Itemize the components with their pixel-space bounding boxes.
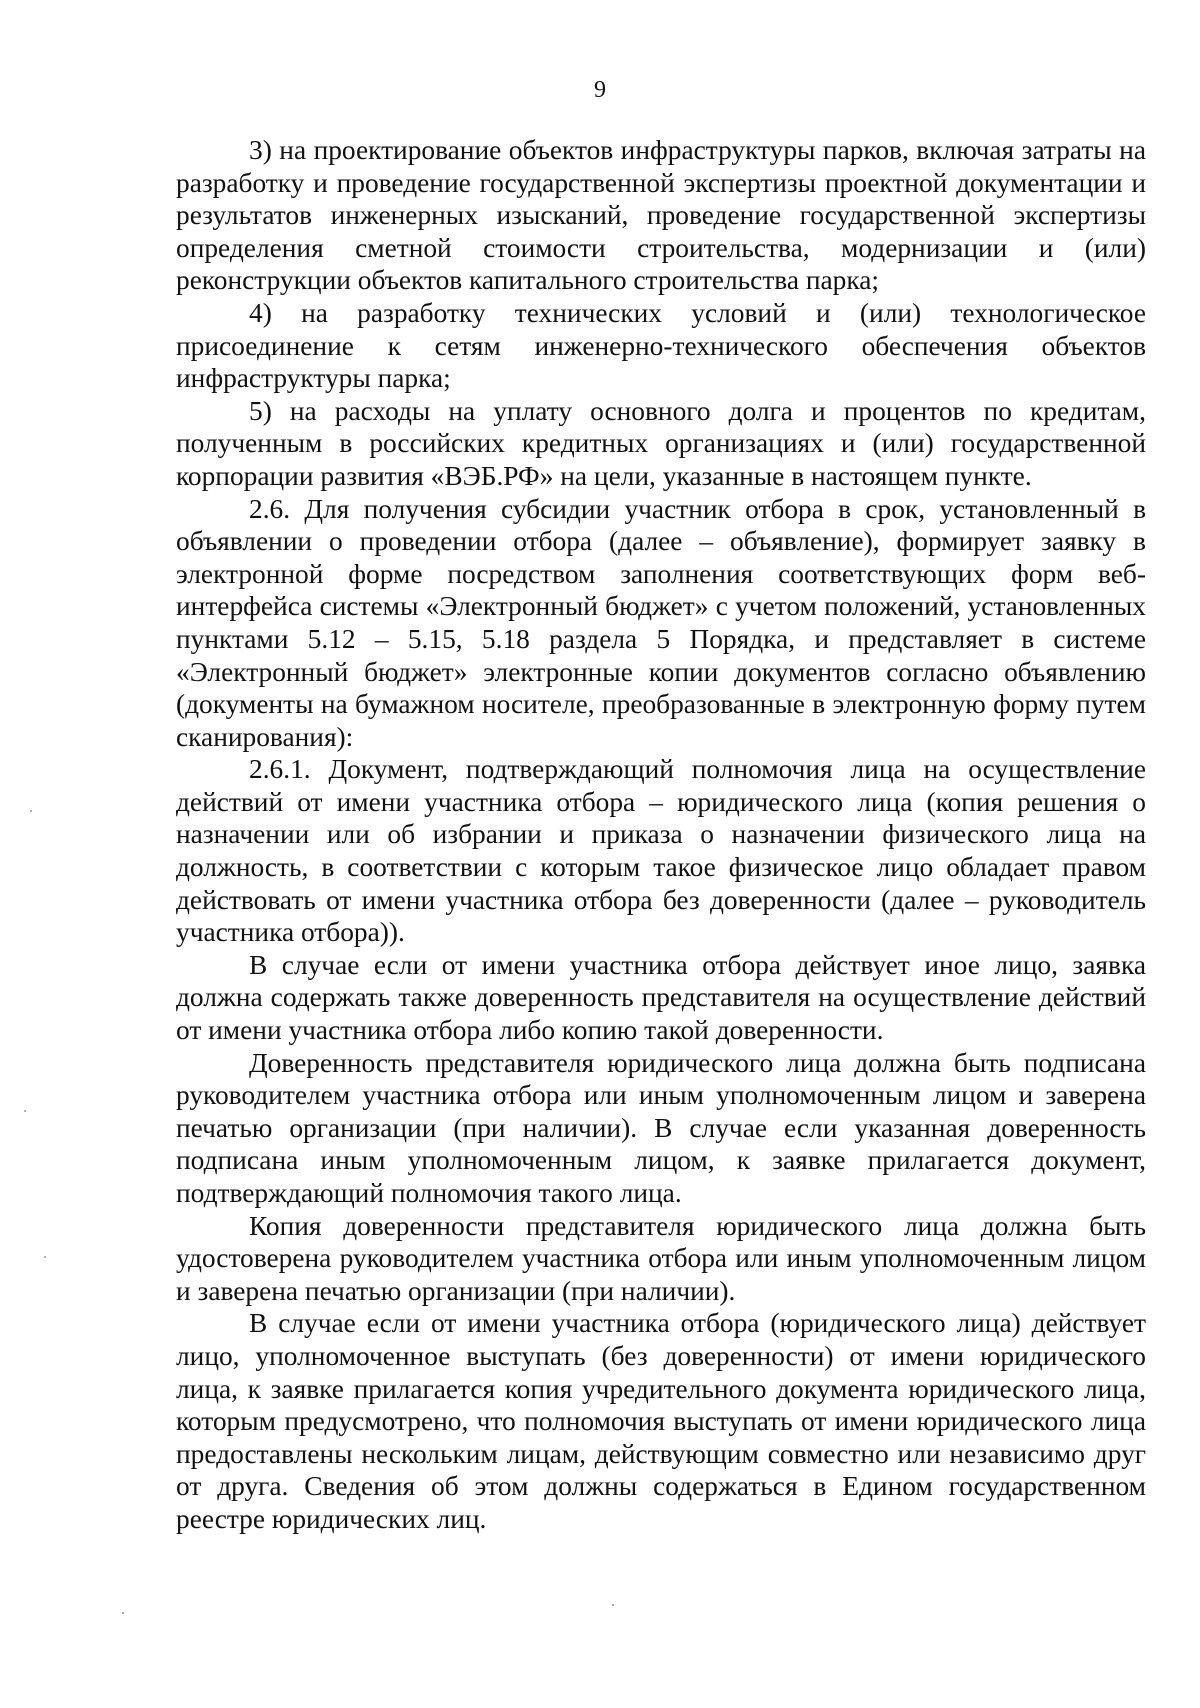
paragraph-item-5: 5) на расходы на уплату основного долга и процентов по кредитам, полученным в российских кредитных организациях и (или) государственной корпорации развития «ВЭБ.РФ» на цели, указанные в настоящем пункте.: [176, 395, 1146, 491]
scan-speck: [612, 1604, 614, 1606]
paragraph-item-4: 4) на разработку технических условий и (или) технологическое присоединение к сетям инженерно-технического обеспечения объектов инфраструктуры парка;: [176, 297, 1146, 394]
paragraph-attorney-copy: Копия доверенности представителя юридического лица должна быть удостоверена руководителем участника отбора или иным уполномоченным лицом и заверена печатью организации (при наличии).: [176, 1210, 1146, 1306]
paragraph-item-3: 3) на проектирование объектов инфраструктуры парков, включая затраты на разработку и проведение государственной экспертизы проектной документации и результатов инженерных изысканий, проведение государственной экспертизы определения сметной стоимости строительства, модернизации и (или) реконструкции объектов капитального строительства парка;: [176, 135, 1146, 296]
scan-speck: [30, 810, 32, 812]
paragraph-representative: В случае если от имени участника отбора действует иное лицо, заявка должна содержать также доверенность представителя на осуществление действий от имени участника отбора либо копию такой доверенности.: [176, 949, 1146, 1046]
scan-speck: [24, 1110, 26, 1112]
paragraph-2-6: 2.6. Для получения субсидии участник отбора в срок, установленный в объявлении о проведении отбора (далее – объявление), формирует заявку в электронной форме посредством заполнения соответствующих форм веб-интерфейса системы «Электронный бюджет» с учетом положений, установленных пунктами 5.12 – 5.15, 5.18 раздела 5 Порядка, и представляет в системе «Электронный бюджет» электронные копии документов согласно объявлению (документы на бумажном носителе, преобразованные в электронную форму путем сканирования):: [176, 493, 1146, 752]
scan-speck: [44, 1256, 46, 1258]
page-number: 9: [594, 77, 606, 103]
scan-speck: [122, 1612, 124, 1614]
paragraph-authorized-person: В случае если от имени участника отбора (юридического лица) действует лицо, уполномоченное выступать (без доверенности) от имени юридического лица, к заявке прилагается копия учредительного документа юридического лица, которым предусмотрено, что полномочия выступать от имени юридического лица предоставлены нескольким лицам, действующим совместно или независимо друг от друга. Сведения об этом должны содержаться в Едином государственном реестре юридических лиц.: [176, 1308, 1146, 1534]
paragraph-power-of-attorney: Доверенность представителя юридического лица должна быть подписана руководителем участника отбора или иным уполномоченным лицом и заверена печатью организации (при наличии). В случае если указанная доверенность подписана иным уполномоченным лицом, к заявке прилагается документ, подтверждающий полномочия такого лица.: [176, 1047, 1146, 1208]
document-body: [176, 134, 1146, 1536]
paragraph-2-6-1: 2.6.1. Документ, подтверждающий полномочия лица на осуществление действий от имени участника отбора – юридического лица (копия решения о назначении или об избрании и приказа о назначении физического лица на должность, в соответствии с которым такое физическое лицо обладает правом действовать от имени участника отбора без доверенности (далее – руководитель участника отбора)).: [176, 754, 1146, 948]
